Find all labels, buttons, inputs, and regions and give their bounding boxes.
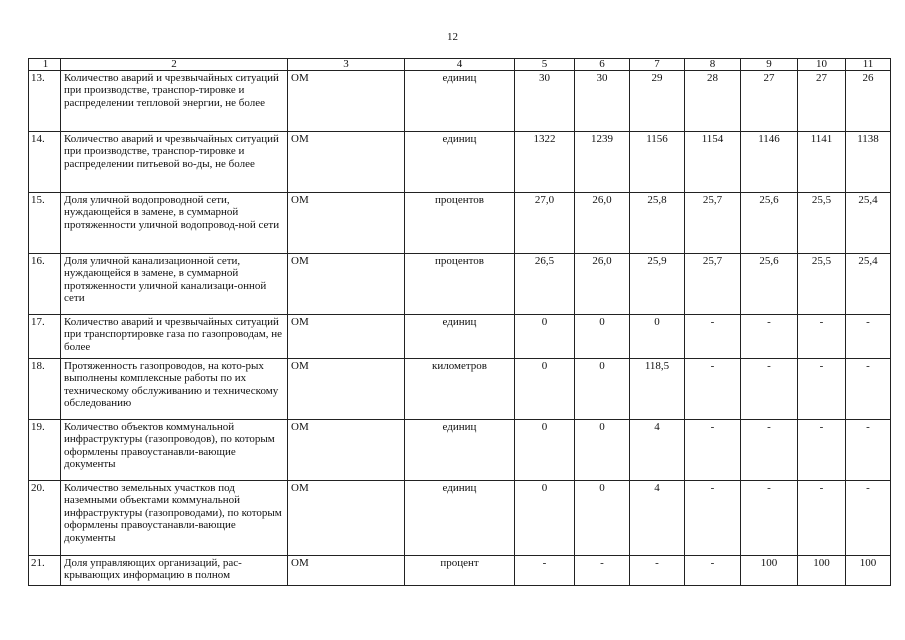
value-cell: 1239 [575,132,630,193]
col-header-8: 8 [685,59,741,71]
indicator-source: ОМ [288,481,405,556]
col-header-3: 3 [288,59,405,71]
value-cell: 29 [630,71,685,132]
value-cell: 1154 [685,132,741,193]
value-cell: 4 [630,420,685,481]
value-cell: 28 [685,71,741,132]
value-cell: 0 [575,315,630,359]
col-header-4: 4 [405,59,515,71]
value-cell: 118,5 [630,359,685,420]
value-cell: 30 [515,71,575,132]
indicator-unit: единиц [405,481,515,556]
indicator-name: Доля уличной водопроводной сети, нуждающейся в замене, в суммарной протяженности уличной водопровод-ной сети [61,193,288,254]
value-cell: 26,0 [575,193,630,254]
value-cell: - [741,481,798,556]
value-cell: 1322 [515,132,575,193]
value-cell: 25,6 [741,254,798,315]
row-number: 21. [29,556,61,586]
table-row [29,193,891,254]
value-cell: 100 [741,556,798,586]
value-cell: - [798,315,846,359]
indicator-name: Доля уличной канализационной сети, нуждающейся в замене, в суммарной протяженности уличной канализаци-онной сети [61,254,288,315]
indicator-unit: единиц [405,71,515,132]
col-header-11: 11 [846,59,891,71]
indicator-name: Протяженность газопроводов, на кото-рых выполнены комплексные работы по их техническому обслуживанию и техническому обследованию [61,359,288,420]
value-cell: 26,5 [515,254,575,315]
value-cell: 0 [515,420,575,481]
value-cell: 4 [630,481,685,556]
value-cell: - [741,359,798,420]
row-number: 16. [29,254,61,315]
value-cell: - [630,556,685,586]
table-row [29,132,891,193]
value-cell: 100 [846,556,891,586]
indicator-source: ОМ [288,556,405,586]
row-number: 19. [29,420,61,481]
table-row [29,481,891,556]
table-row [29,315,891,359]
col-header-7: 7 [630,59,685,71]
indicator-name: Количество аварий и чрезвычайных ситуаций при производстве, транспор-тировке и распределении тепловой энергии, не более [61,71,288,132]
indicator-source: ОМ [288,71,405,132]
value-cell: 1146 [741,132,798,193]
indicator-source: ОМ [288,132,405,193]
row-number: 20. [29,481,61,556]
value-cell: 25,8 [630,193,685,254]
indicator-source: ОМ [288,193,405,254]
value-cell: - [685,556,741,586]
indicator-unit: процент [405,556,515,586]
value-cell: - [515,556,575,586]
indicator-source: ОМ [288,359,405,420]
row-number: 13. [29,71,61,132]
value-cell: 1141 [798,132,846,193]
indicator-name: Количество аварий и чрезвычайных ситуаций при производстве, транспор-тировке и распределении питьевой во-ды, не более [61,132,288,193]
table-row [29,556,891,586]
value-cell: - [798,359,846,420]
table-body [29,71,891,586]
row-number: 14. [29,132,61,193]
value-cell: - [798,481,846,556]
indicator-unit: километров [405,359,515,420]
value-cell: 0 [575,481,630,556]
value-cell: 26,0 [575,254,630,315]
page-number: 12 [447,31,458,43]
value-cell: 27 [798,71,846,132]
indicator-name: Количество аварий и чрезвычайных ситуаций при транспортировке газа по газопроводам, не более [61,315,288,359]
value-cell: 25,5 [798,193,846,254]
table-row [29,71,891,132]
row-number: 18. [29,359,61,420]
value-cell: 1156 [630,132,685,193]
col-header-1: 1 [29,59,61,71]
row-number: 15. [29,193,61,254]
table-row [29,420,891,481]
col-header-5: 5 [515,59,575,71]
value-cell: 25,6 [741,193,798,254]
value-cell: 30 [575,71,630,132]
value-cell: 26 [846,71,891,132]
value-cell: 27,0 [515,193,575,254]
value-cell: 25,4 [846,193,891,254]
col-header-6: 6 [575,59,630,71]
indicator-unit: процентов [405,193,515,254]
indicator-name: Количество объектов коммунальной инфраструктуры (газопроводов), по которым оформлены правоустанавли-вающие документы [61,420,288,481]
value-cell: 25,9 [630,254,685,315]
indicator-source: ОМ [288,254,405,315]
indicator-name: Количество земельных участков под наземными объектами коммунальной инфраструктуры (газопроводами), по которым оформлены правоустанавли-вающие документы [61,481,288,556]
indicator-unit: единиц [405,420,515,481]
value-cell: 100 [798,556,846,586]
col-header-10: 10 [798,59,846,71]
value-cell: - [846,420,891,481]
indicator-source: ОМ [288,315,405,359]
header-row [29,59,891,71]
value-cell: 27 [741,71,798,132]
table-row [29,254,891,315]
indicator-name: Доля управляющих организаций, рас-крывающих информацию в полном [61,556,288,586]
value-cell: - [846,359,891,420]
indicators-table [28,58,891,586]
row-number: 17. [29,315,61,359]
value-cell: 25,7 [685,254,741,315]
value-cell: - [741,315,798,359]
indicator-unit: единиц [405,315,515,359]
value-cell: - [798,420,846,481]
value-cell: 0 [515,315,575,359]
value-cell: - [846,481,891,556]
value-cell: 25,5 [798,254,846,315]
indicator-source: ОМ [288,420,405,481]
value-cell: 25,7 [685,193,741,254]
value-cell: 0 [575,420,630,481]
value-cell: 0 [515,359,575,420]
value-cell: - [685,481,741,556]
value-cell: 0 [630,315,685,359]
value-cell: 0 [515,481,575,556]
indicator-unit: процентов [405,254,515,315]
value-cell: - [685,359,741,420]
value-cell: - [741,420,798,481]
indicator-unit: единиц [405,132,515,193]
value-cell: - [846,315,891,359]
value-cell: 25,4 [846,254,891,315]
col-header-9: 9 [741,59,798,71]
value-cell: - [685,420,741,481]
table-row [29,359,891,420]
value-cell: 1138 [846,132,891,193]
col-header-2: 2 [61,59,288,71]
value-cell: - [685,315,741,359]
value-cell: - [575,556,630,586]
value-cell: 0 [575,359,630,420]
